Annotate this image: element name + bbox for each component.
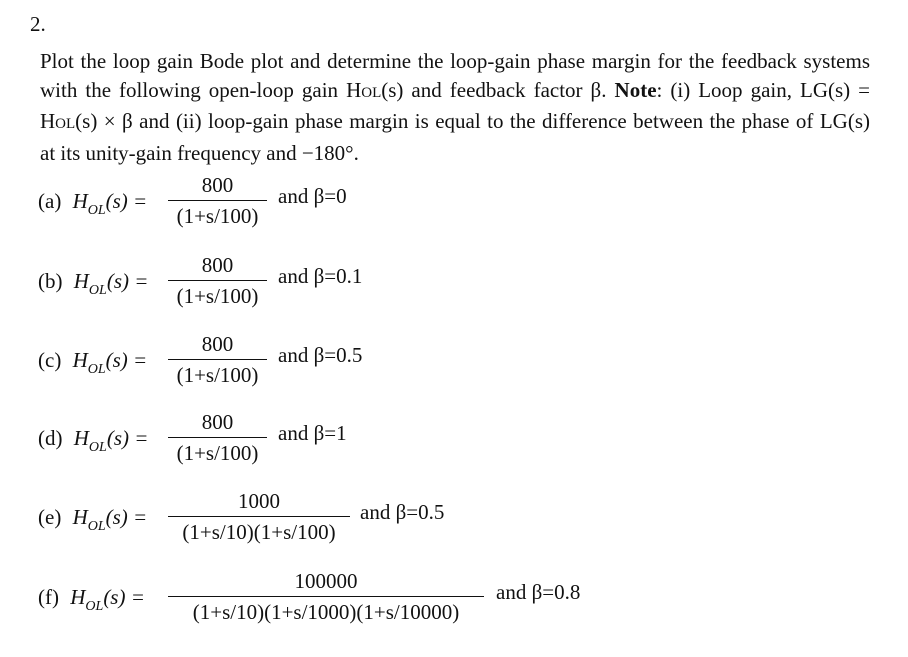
equation-subscript: OL [87, 362, 106, 377]
denominator: (1+s/10)(1+s/1000)(1+s/10000) [192, 600, 460, 625]
equation-symbol: H [73, 426, 89, 450]
equation-arg: (s) = [105, 348, 148, 372]
equation-label: (d) [38, 426, 63, 450]
equation-f [38, 568, 898, 638]
equation-condition: and β=0.1 [278, 264, 363, 288]
intro-text-1: Plot the loop gain Bode plot and determine the loop-gain phase margin for the feedback systems with the following open-loop gain H [40, 49, 870, 102]
equation-symbol: H [72, 348, 88, 372]
equation-lhs [38, 189, 148, 218]
equation-symbol: H [73, 269, 89, 293]
intro-text-3: : (i) Loop gain, LG(s) = H [40, 77, 871, 133]
question-number: 2. [30, 12, 46, 36]
equation-subscript: OL [87, 519, 106, 534]
equation-arg: (s) = [105, 505, 148, 529]
numerator: 1000 [238, 489, 280, 513]
denominator: (1+s/100) [176, 363, 259, 388]
equation-condition: and β=0.5 [278, 343, 363, 367]
fraction [168, 488, 350, 547]
fraction [168, 252, 267, 311]
equation-lhs [38, 348, 148, 377]
equation-label: (e) [38, 505, 62, 529]
equation-subscript: OL [88, 440, 107, 455]
fraction [168, 331, 267, 390]
equation-condition: and β=0.8 [496, 580, 581, 604]
intro-text-2: (s) and feedback factor β. [381, 77, 615, 102]
equation-label: (c) [38, 348, 62, 372]
fraction [168, 172, 267, 231]
denominator: (1+s/100) [176, 284, 259, 309]
equation-arg: (s) = [106, 426, 149, 450]
equation-b [38, 252, 898, 322]
equation-symbol: H [72, 505, 88, 529]
denominator: (1+s/10)(1+s/100) [182, 520, 336, 545]
equation-lhs [38, 505, 148, 534]
equation-a [38, 172, 898, 242]
equation-symbol: H [70, 585, 86, 609]
equation-c [38, 331, 898, 401]
fraction [168, 568, 484, 627]
denominator: (1+s/100) [176, 441, 259, 466]
equation-d [38, 409, 898, 479]
equation-subscript: OL [88, 283, 107, 298]
intro-subscript-1: OL [361, 84, 382, 101]
numerator: 800 [201, 410, 234, 434]
numerator: 800 [201, 173, 234, 197]
intro-text-4: (s) × β and (ii) loop-gain phase margin is equal to the difference between the phase of LG(s) at its unity-gain frequency and −180°. [40, 109, 870, 165]
numerator: 100000 [294, 569, 358, 593]
intro-subscript-2: OL [55, 116, 76, 132]
equation-label: (f) [38, 585, 59, 609]
denominator: (1+s/100) [176, 204, 259, 229]
equation-arg: (s) = [106, 269, 149, 293]
fraction [168, 409, 267, 468]
equation-lhs [38, 585, 145, 614]
equation-arg: (s) = [103, 585, 145, 609]
equation-lhs [38, 269, 149, 298]
equation-label: (b) [38, 269, 63, 293]
numerator: 800 [201, 253, 234, 277]
equation-condition: and β=0 [278, 184, 347, 208]
equation-label: (a) [38, 189, 62, 213]
note-label: Note [614, 77, 657, 102]
equation-subscript: OL [87, 203, 106, 218]
equation-e [38, 488, 898, 558]
numerator: 800 [201, 332, 234, 356]
equation-subscript: OL [85, 599, 104, 614]
equation-symbol: H [72, 189, 88, 213]
equation-arg: (s) = [105, 189, 148, 213]
problem-statement [40, 47, 870, 167]
equation-condition: and β=1 [278, 421, 347, 445]
equation-lhs [38, 426, 149, 455]
equation-condition: and β=0.5 [360, 500, 445, 524]
